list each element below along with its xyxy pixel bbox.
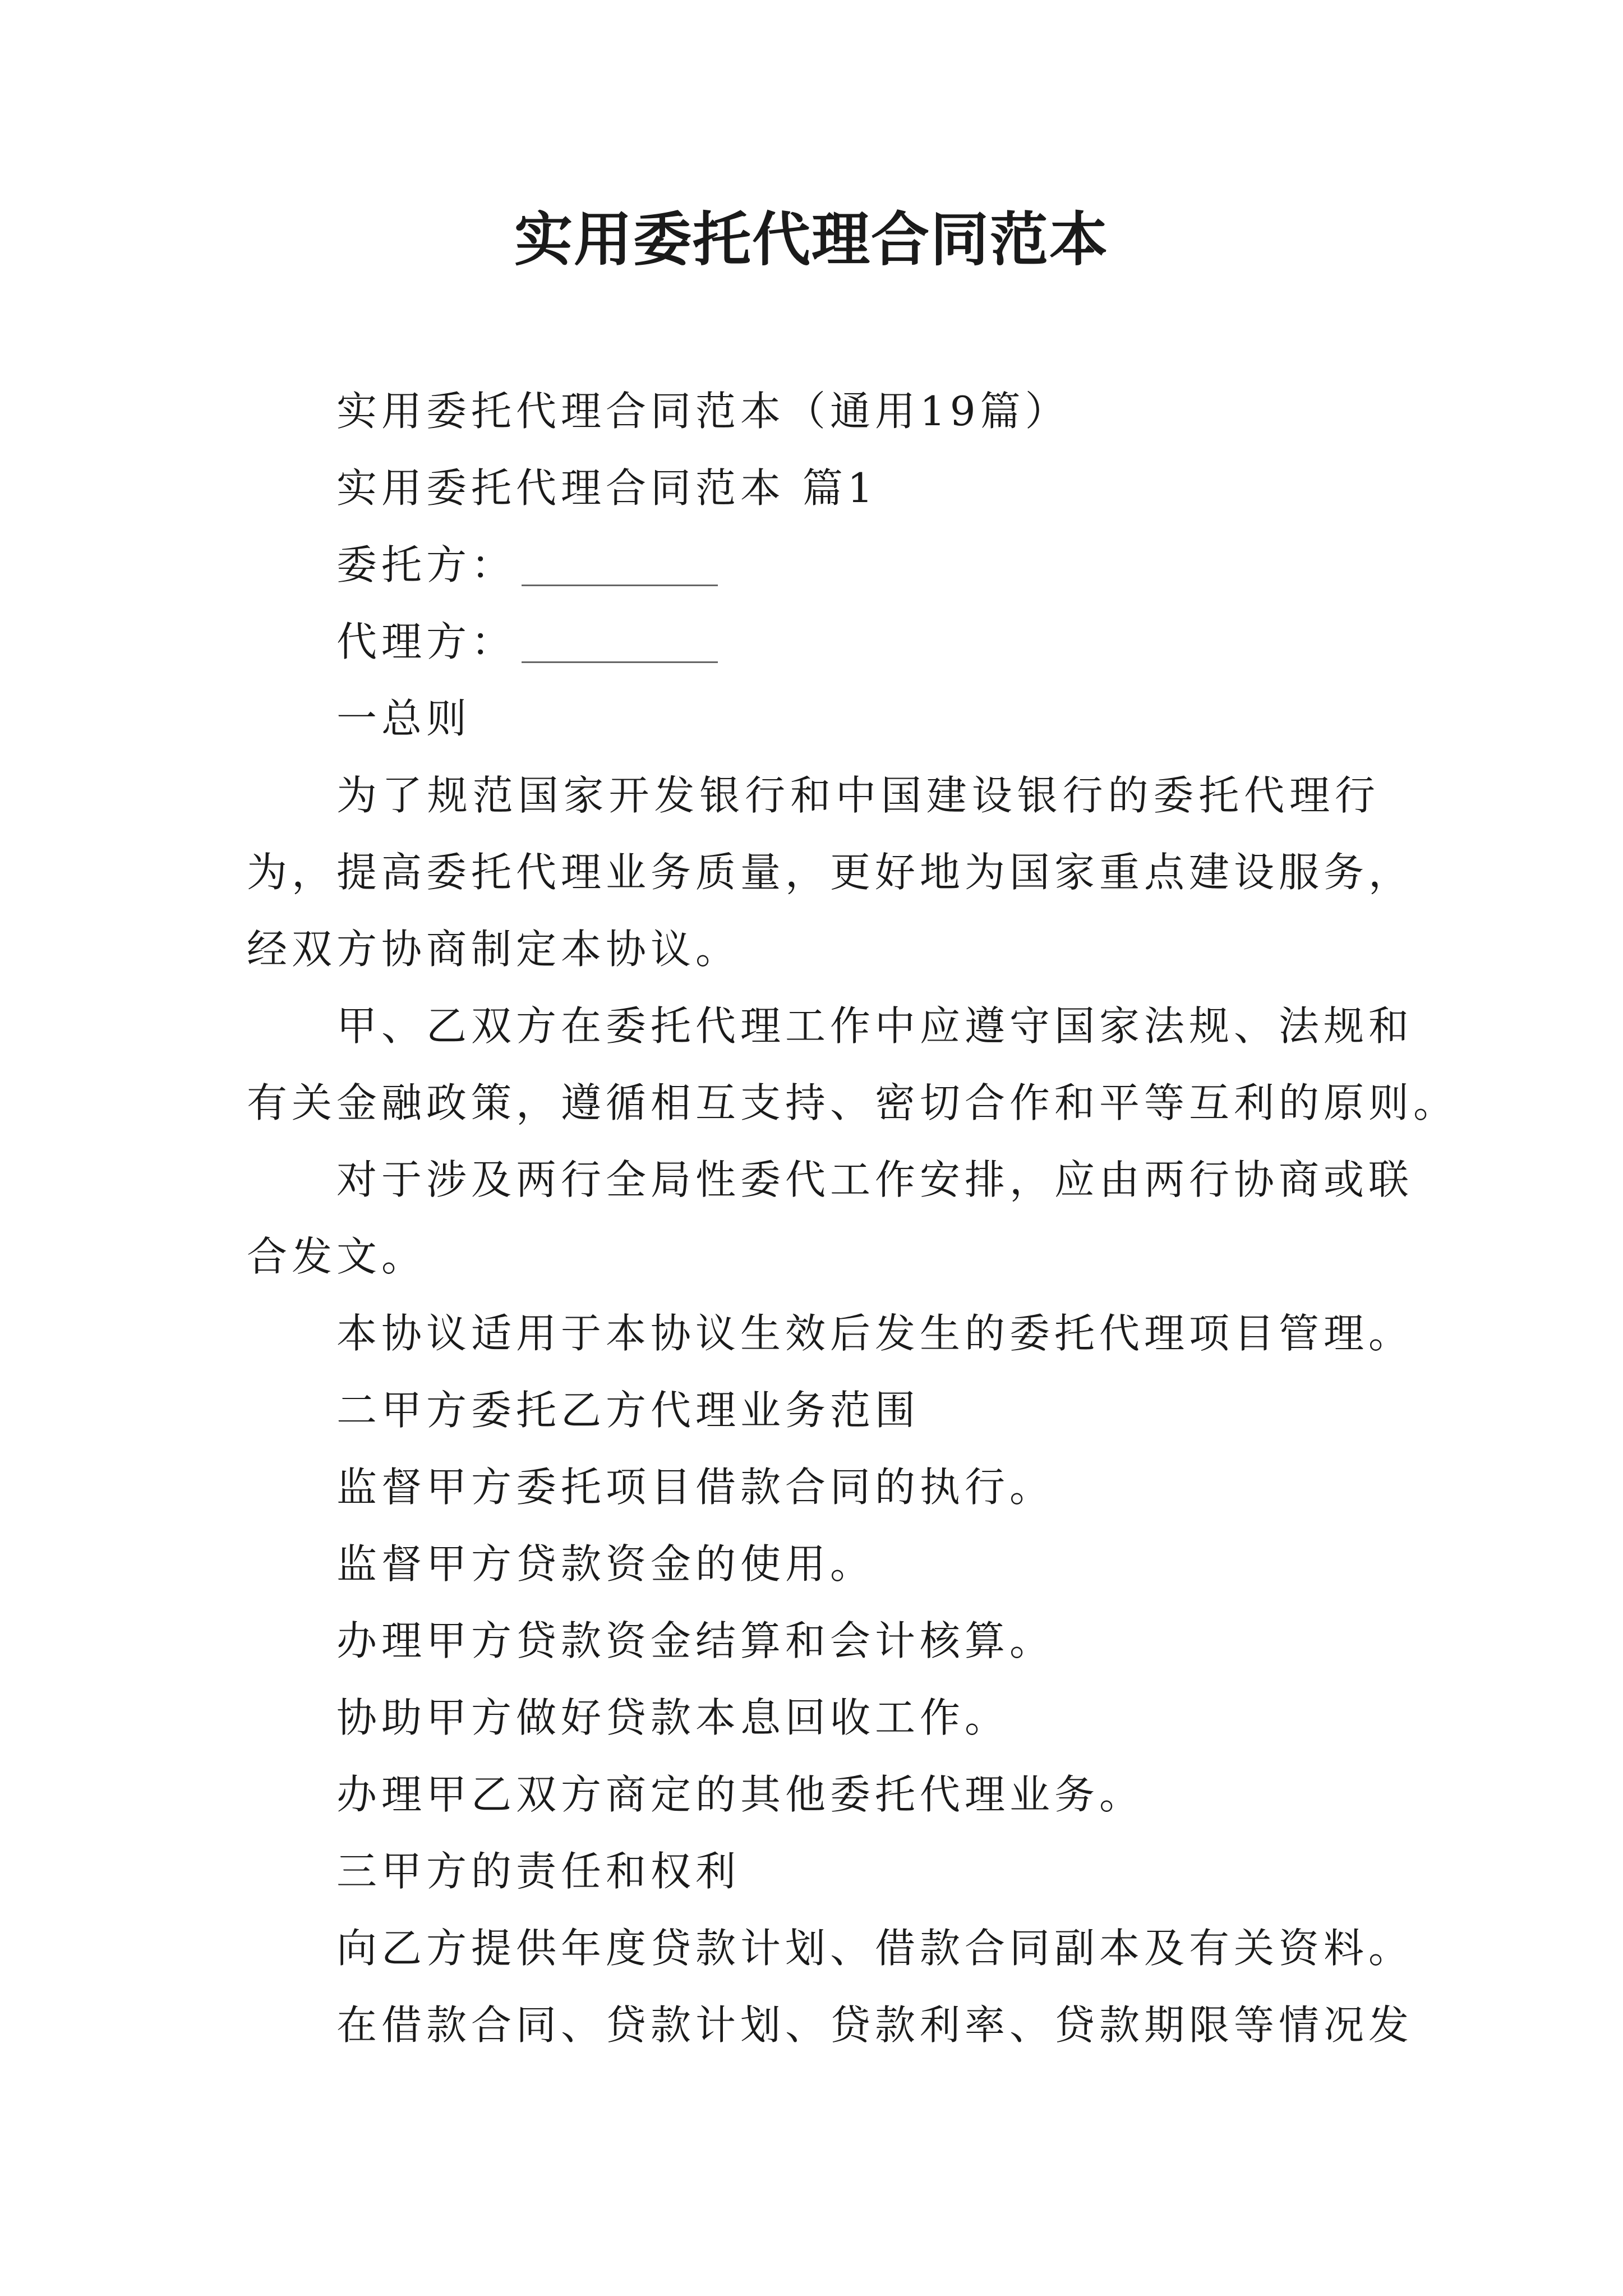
agent-label: 代理方： [336, 618, 517, 665]
paragraph-line: 本协议适用于本协议生效后发生的委托代理项目管理。 [336, 1310, 1414, 1357]
list-item: 办理甲方贷款资金结算和会计核算。 [336, 1617, 1055, 1664]
principal-blank [522, 551, 718, 586]
list-item: 协助甲方做好贷款本息回收工作。 [336, 1694, 1010, 1741]
paragraph-line: 对于涉及两行全局性委代工作安排，应由两行协商或联 [336, 1156, 1414, 1203]
paragraph-line: 甲、乙双方在委托代理工作中应遵守国家法规、法规和 [336, 1002, 1414, 1050]
list-item: 向乙方提供年度贷款计划、借款合同副本及有关资料。 [336, 1925, 1414, 1972]
paragraph-line: 为了规范国家开发银行和中国建设银行的委托代理行 [336, 772, 1380, 819]
list-item: 监督甲方贷款资金的使用。 [336, 1540, 875, 1588]
document-body [247, 373, 1459, 2064]
agent-blank [522, 628, 718, 663]
list-item: 监督甲方委托项目借款合同的执行。 [336, 1464, 1055, 1511]
principal-label: 委托方： [336, 541, 517, 588]
part-heading: 实用委托代理合同范本 篇1 [336, 464, 878, 512]
subtitle: 实用委托代理合同范本（通用19篇） [336, 388, 1070, 435]
section-heading-general: 一总则 [336, 695, 472, 742]
section-heading-responsibilities: 三甲方的责任和权利 [336, 1848, 741, 1895]
paragraph-line: 为，提高委托代理业务质量，更好地为国家重点建设服务， [247, 849, 1414, 896]
section-heading-scope: 二甲方委托乙方代理业务范围 [336, 1387, 920, 1434]
paragraph-line: 合发文。 [247, 1233, 427, 1280]
list-item: 在借款合同、贷款计划、贷款利率、贷款期限等情况发 [336, 2001, 1414, 2049]
list-item: 办理甲乙双方商定的其他委托代理业务。 [336, 1771, 1145, 1818]
agent-line [247, 604, 1380, 680]
page-title: 实用委托代理合同范本 [514, 205, 1109, 274]
paragraph-line: 经双方协商制定本协议。 [247, 926, 741, 973]
paragraph-line: 有关金融政策，遵循相互支持、密切合作和平等互利的原则。 [247, 1079, 1459, 1126]
principal-line [247, 527, 1380, 604]
